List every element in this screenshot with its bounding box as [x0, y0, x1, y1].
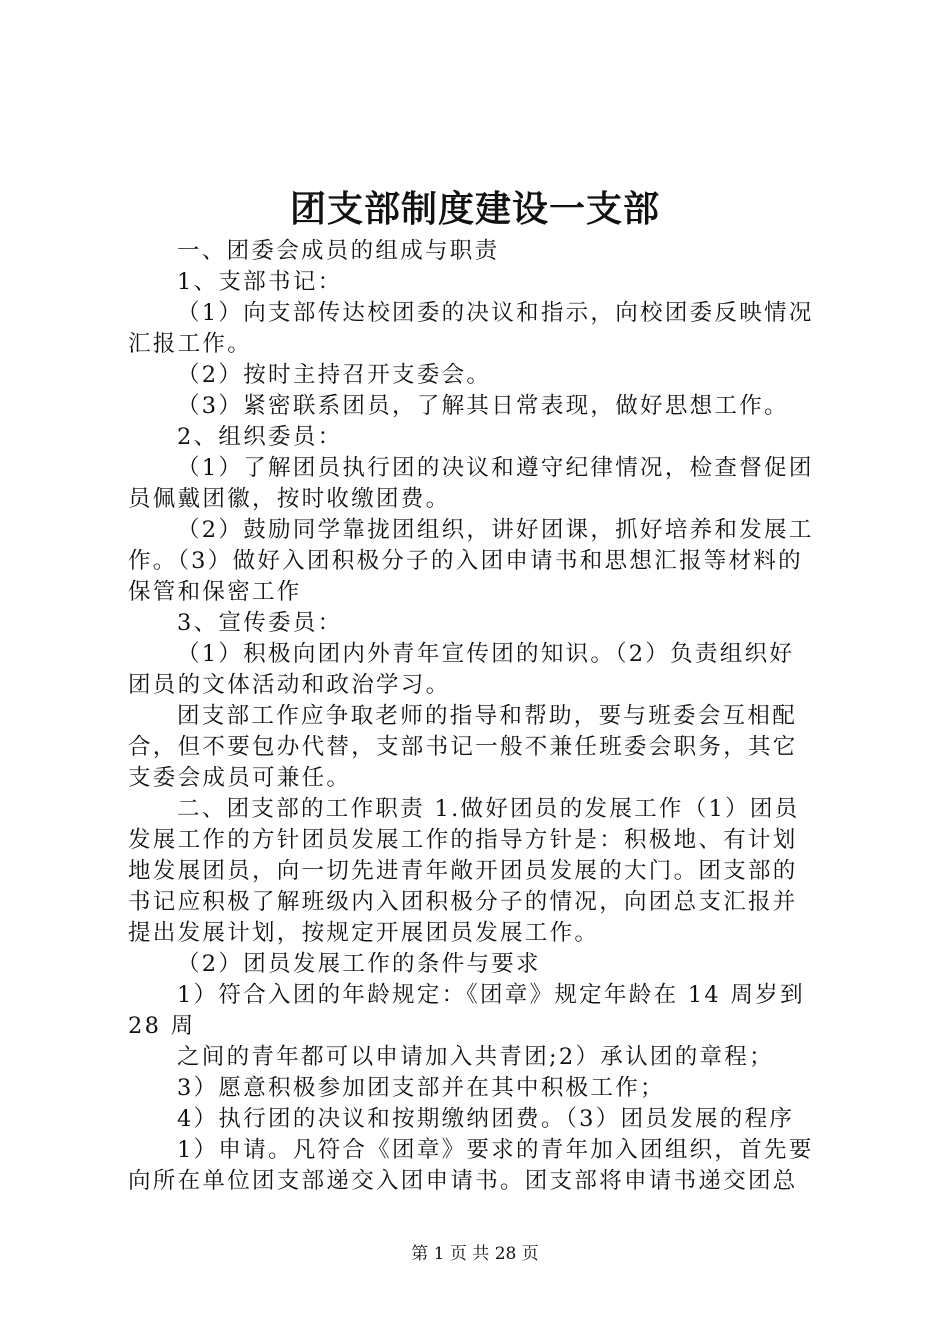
text-line: 之间的青年都可以申请加入共青团;2）承认团的章程；: [177, 1044, 774, 1070]
text-line: （1）积极向团内外青年宣传团的知识。（2）负责组织好: [177, 641, 795, 667]
text-line: 3、宣传委员：: [177, 610, 343, 636]
text-line: 团支部工作应争取老师的指导和帮助，要与班委会互相配: [177, 703, 798, 729]
text-line: 作。（3）做好入团积极分子的入团申请书和思想汇报等材料的: [128, 548, 803, 574]
document-title: 团支部制度建设一支部: [289, 188, 660, 230]
text-line: 地发展团员，向一切先进青年敞开团员发展的大门。团支部的: [128, 858, 798, 884]
text-line: 1）申请。凡符合《团章》要求的青年加入团组织，首先要: [177, 1137, 814, 1163]
text-line: （2）按时主持召开支委会。: [177, 362, 492, 388]
text-line: 1、支部书记：: [177, 269, 343, 295]
text-line: 汇报工作。: [128, 331, 253, 357]
text-line: 保管和保密工作: [128, 579, 302, 605]
text-line: 书记应积极了解班级内入团积极分子的情况，向团总支汇报并: [128, 889, 798, 915]
text-line: 28 周: [128, 1013, 196, 1039]
text-line: 支委会成员可兼任。: [128, 765, 352, 791]
text-line: 提出发展计划，按规定开展团员发展工作。: [128, 920, 600, 946]
text-line: （2）鼓励同学靠拢团组织，讲好团课，抓好培养和发展工: [177, 517, 814, 543]
document-body: [128, 236, 834, 1197]
text-line: 向所在单位团支部递交入团申请书。团支部将申请书递交团总: [128, 1168, 798, 1194]
text-line: 4）执行团的决议和按期缴纳团费。（3）团员发展的程序: [177, 1106, 795, 1132]
text-line: 3）愿意积极参加团支部并在其中积极工作；: [177, 1075, 665, 1101]
text-line: 1）符合入团的年龄规定：《团章》规定年龄在 14 周岁到: [177, 982, 805, 1008]
text-line: 二、团支部的工作职责 1.做好团员的发展工作（1）团员: [177, 796, 800, 822]
text-line: （1）向支部传达校团委的决议和指示，向校团委反映情况: [177, 300, 814, 326]
text-line: （2）团员发展工作的条件与要求: [177, 951, 541, 977]
page-footer: 第 1 页 共 28 页: [411, 1244, 539, 1264]
text-line: 一、团委会成员的组成与职责: [177, 238, 500, 264]
text-line: （3）紧密联系团员，了解其日常表现，做好思想工作。: [177, 393, 789, 419]
text-line: 2、组织委员：: [177, 424, 343, 450]
text-line: （1）了解团员执行团的决议和遵守纪律情况，检查督促团: [177, 455, 814, 481]
text-line: 发展工作的方针团员发展工作的指导方针是：积极地、有计划: [128, 827, 798, 853]
text-line: 合，但不要包办代替，支部书记一般不兼任班委会职务，其它: [128, 734, 798, 760]
text-line: 员佩戴团徽，按时收缴团费。: [128, 486, 451, 512]
text-line: 团员的文体活动和政治学习。: [128, 672, 451, 698]
